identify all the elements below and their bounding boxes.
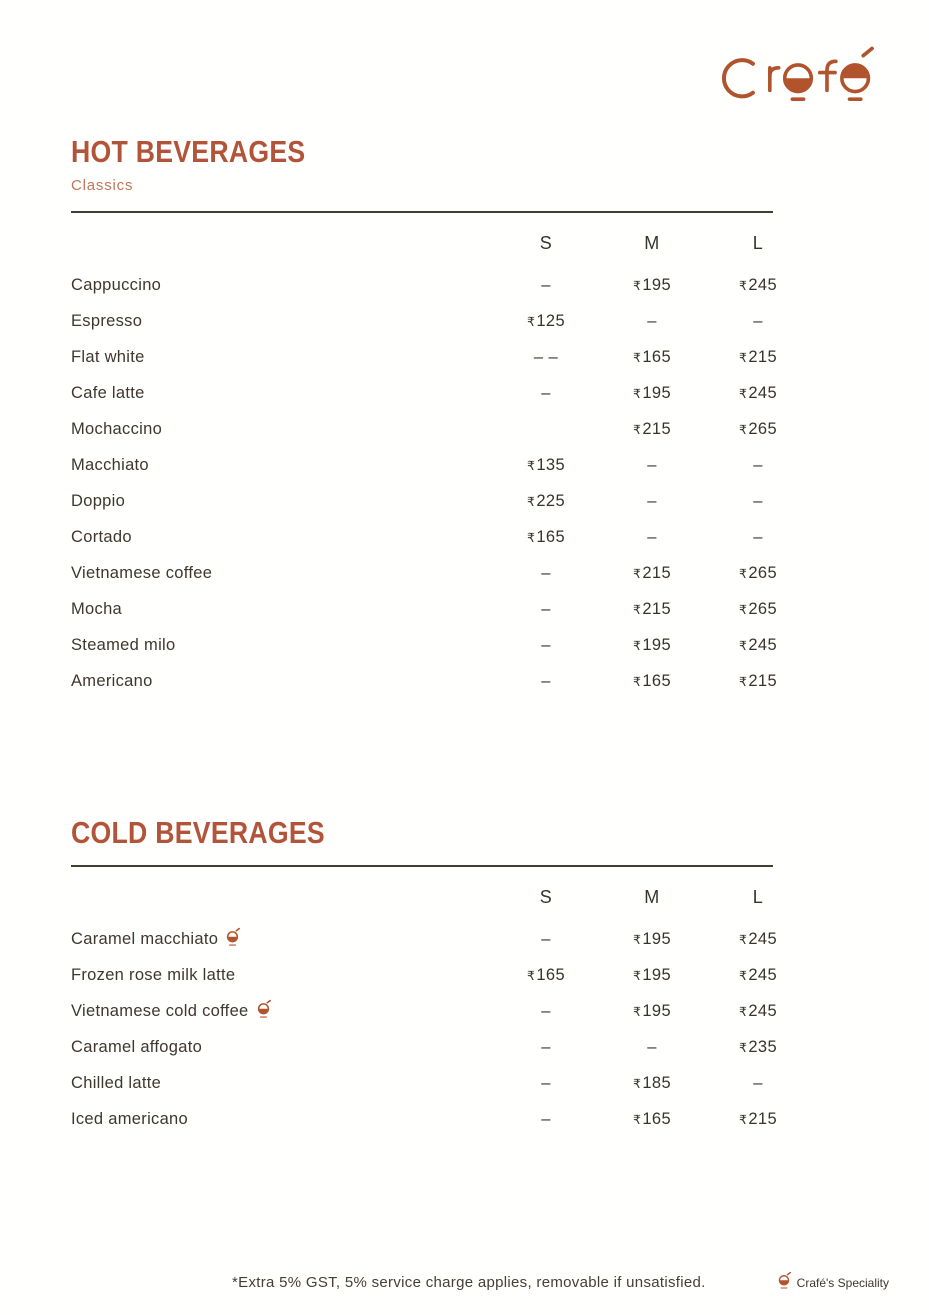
item-price-m: ₹165 xyxy=(632,1109,672,1128)
item-name: Americano xyxy=(71,671,153,690)
item-price-m: ₹195 xyxy=(632,1001,672,1020)
item-price-s: ₹135 xyxy=(526,455,566,474)
menu-item-row xyxy=(71,957,803,993)
item-price-l: ₹245 xyxy=(738,635,778,654)
item-price-l: ₹245 xyxy=(738,929,778,948)
speciality-legend xyxy=(777,1275,889,1291)
menu-rows xyxy=(71,921,858,1137)
speciality-cup-icon xyxy=(225,927,240,948)
item-price-s: – xyxy=(541,563,551,582)
item-name: Vietnamese cold coffee xyxy=(71,1002,485,1021)
item-price-m: ₹165 xyxy=(632,671,672,690)
item-name: Iced americano xyxy=(71,1109,189,1128)
speciality-cup-icon xyxy=(256,999,271,1020)
item-name: Chilled latte xyxy=(71,1073,162,1092)
menu-item-row xyxy=(71,921,803,957)
section-title: HOT BEVERAGES xyxy=(71,134,306,169)
size-header-row xyxy=(71,884,803,910)
section-title: COLD BEVERAGES xyxy=(71,815,325,850)
item-price-s: – xyxy=(541,671,551,690)
item-price-l: – xyxy=(753,1073,763,1092)
size-column-m: M xyxy=(644,886,660,907)
menu-item-row xyxy=(71,267,803,303)
item-price-s: – xyxy=(541,1073,551,1092)
item-price-m: ₹215 xyxy=(632,563,672,582)
item-price-m: ₹215 xyxy=(632,419,672,438)
menu-item-row xyxy=(71,1065,803,1101)
item-name: Macchiato xyxy=(71,455,149,474)
menu-rows xyxy=(71,267,858,699)
menu-item-row xyxy=(71,375,803,411)
size-header-row xyxy=(71,230,803,256)
item-price-s: ₹125 xyxy=(526,311,566,330)
item-price-s: ₹165 xyxy=(526,965,566,984)
menu-sections xyxy=(71,0,858,1137)
item-price-l: ₹215 xyxy=(738,347,778,366)
menu-item-row xyxy=(71,1101,803,1137)
item-price-s: – xyxy=(541,275,551,294)
item-price-l: – xyxy=(753,311,763,330)
item-price-l: ₹245 xyxy=(738,275,778,294)
menu-item-row xyxy=(71,993,803,1029)
item-price-m: ₹195 xyxy=(632,965,672,984)
item-price-m: – xyxy=(647,1037,657,1056)
size-column-s: S xyxy=(539,886,553,907)
item-price-m: ₹195 xyxy=(632,275,672,294)
menu-item-row xyxy=(71,411,803,447)
item-price-m: ₹215 xyxy=(632,599,672,618)
item-price-l: – xyxy=(753,455,763,474)
menu-item-row xyxy=(71,447,803,483)
item-price-l: ₹215 xyxy=(738,671,778,690)
item-price-s: – xyxy=(541,635,551,654)
item-price-s: – xyxy=(541,1037,551,1056)
menu-item-row xyxy=(71,1029,803,1065)
item-name: Frozen rose milk latte xyxy=(71,965,236,984)
size-column-l: L xyxy=(752,886,764,907)
item-price-s: – xyxy=(541,599,551,618)
size-column-m: M xyxy=(644,232,660,253)
speciality-cup-icon xyxy=(777,1271,791,1291)
item-price-s: – xyxy=(541,383,551,402)
item-price-m: – xyxy=(647,527,657,546)
item-price-m: – xyxy=(647,455,657,474)
item-price-s: ₹225 xyxy=(526,491,566,510)
item-price-s: – xyxy=(541,1001,551,1020)
item-name: Mocha xyxy=(71,599,123,618)
item-name: Vietnamese coffee xyxy=(71,563,213,582)
item-price-m: ₹195 xyxy=(632,383,672,402)
item-price-s: ₹165 xyxy=(526,527,566,546)
menu-item-row xyxy=(71,627,803,663)
item-price-s: – – xyxy=(533,347,559,366)
footer xyxy=(71,1274,889,1291)
section-divider xyxy=(71,211,773,213)
item-name: Steamed milo xyxy=(71,635,176,654)
item-name: Cortado xyxy=(71,527,132,546)
menu-item-row xyxy=(71,663,803,699)
item-price-l: ₹245 xyxy=(738,965,778,984)
menu-item-row xyxy=(71,339,803,375)
size-column-l: L xyxy=(752,232,764,253)
size-column-s: S xyxy=(539,232,553,253)
item-price-l: ₹245 xyxy=(738,1001,778,1020)
footer-note: *Extra 5% GST, 5% service charge applies, removable if unsatisfied. xyxy=(232,1274,706,1291)
menu-section xyxy=(71,817,858,1137)
item-price-l: – xyxy=(753,527,763,546)
item-name: Flat white xyxy=(71,347,145,366)
item-price-m: ₹165 xyxy=(632,347,672,366)
item-price-l: – xyxy=(753,491,763,510)
speciality-label: Crafé's Speciality xyxy=(796,1275,889,1290)
item-price-s: – xyxy=(541,1109,551,1128)
item-price-l: ₹235 xyxy=(738,1037,778,1056)
item-name: Espresso xyxy=(71,311,143,330)
section-subtitle: Classics xyxy=(71,177,134,194)
item-price-l: ₹245 xyxy=(738,383,778,402)
section-divider xyxy=(71,865,773,867)
menu-item-row xyxy=(71,555,803,591)
item-price-l: ₹265 xyxy=(738,599,778,618)
item-price-s: – xyxy=(541,929,551,948)
item-name: Doppio xyxy=(71,491,126,510)
menu-item-row xyxy=(71,591,803,627)
item-name: Caramel macchiato xyxy=(71,930,485,949)
item-price-m: ₹195 xyxy=(632,635,672,654)
menu-item-row xyxy=(71,303,803,339)
menu-section xyxy=(71,136,858,699)
menu-item-row xyxy=(71,519,803,555)
item-price-m: – xyxy=(647,491,657,510)
item-name: Cafe latte xyxy=(71,383,145,402)
item-name: Caramel affogato xyxy=(71,1037,203,1056)
item-price-l: ₹265 xyxy=(738,419,778,438)
item-name: Mochaccino xyxy=(71,419,163,438)
item-price-l: ₹265 xyxy=(738,563,778,582)
item-price-m: – xyxy=(647,311,657,330)
item-price-m: ₹195 xyxy=(632,929,672,948)
menu-item-row xyxy=(71,483,803,519)
item-price-m: ₹185 xyxy=(632,1073,672,1092)
item-name: Cappuccino xyxy=(71,275,162,294)
item-price-l: ₹215 xyxy=(738,1109,778,1128)
